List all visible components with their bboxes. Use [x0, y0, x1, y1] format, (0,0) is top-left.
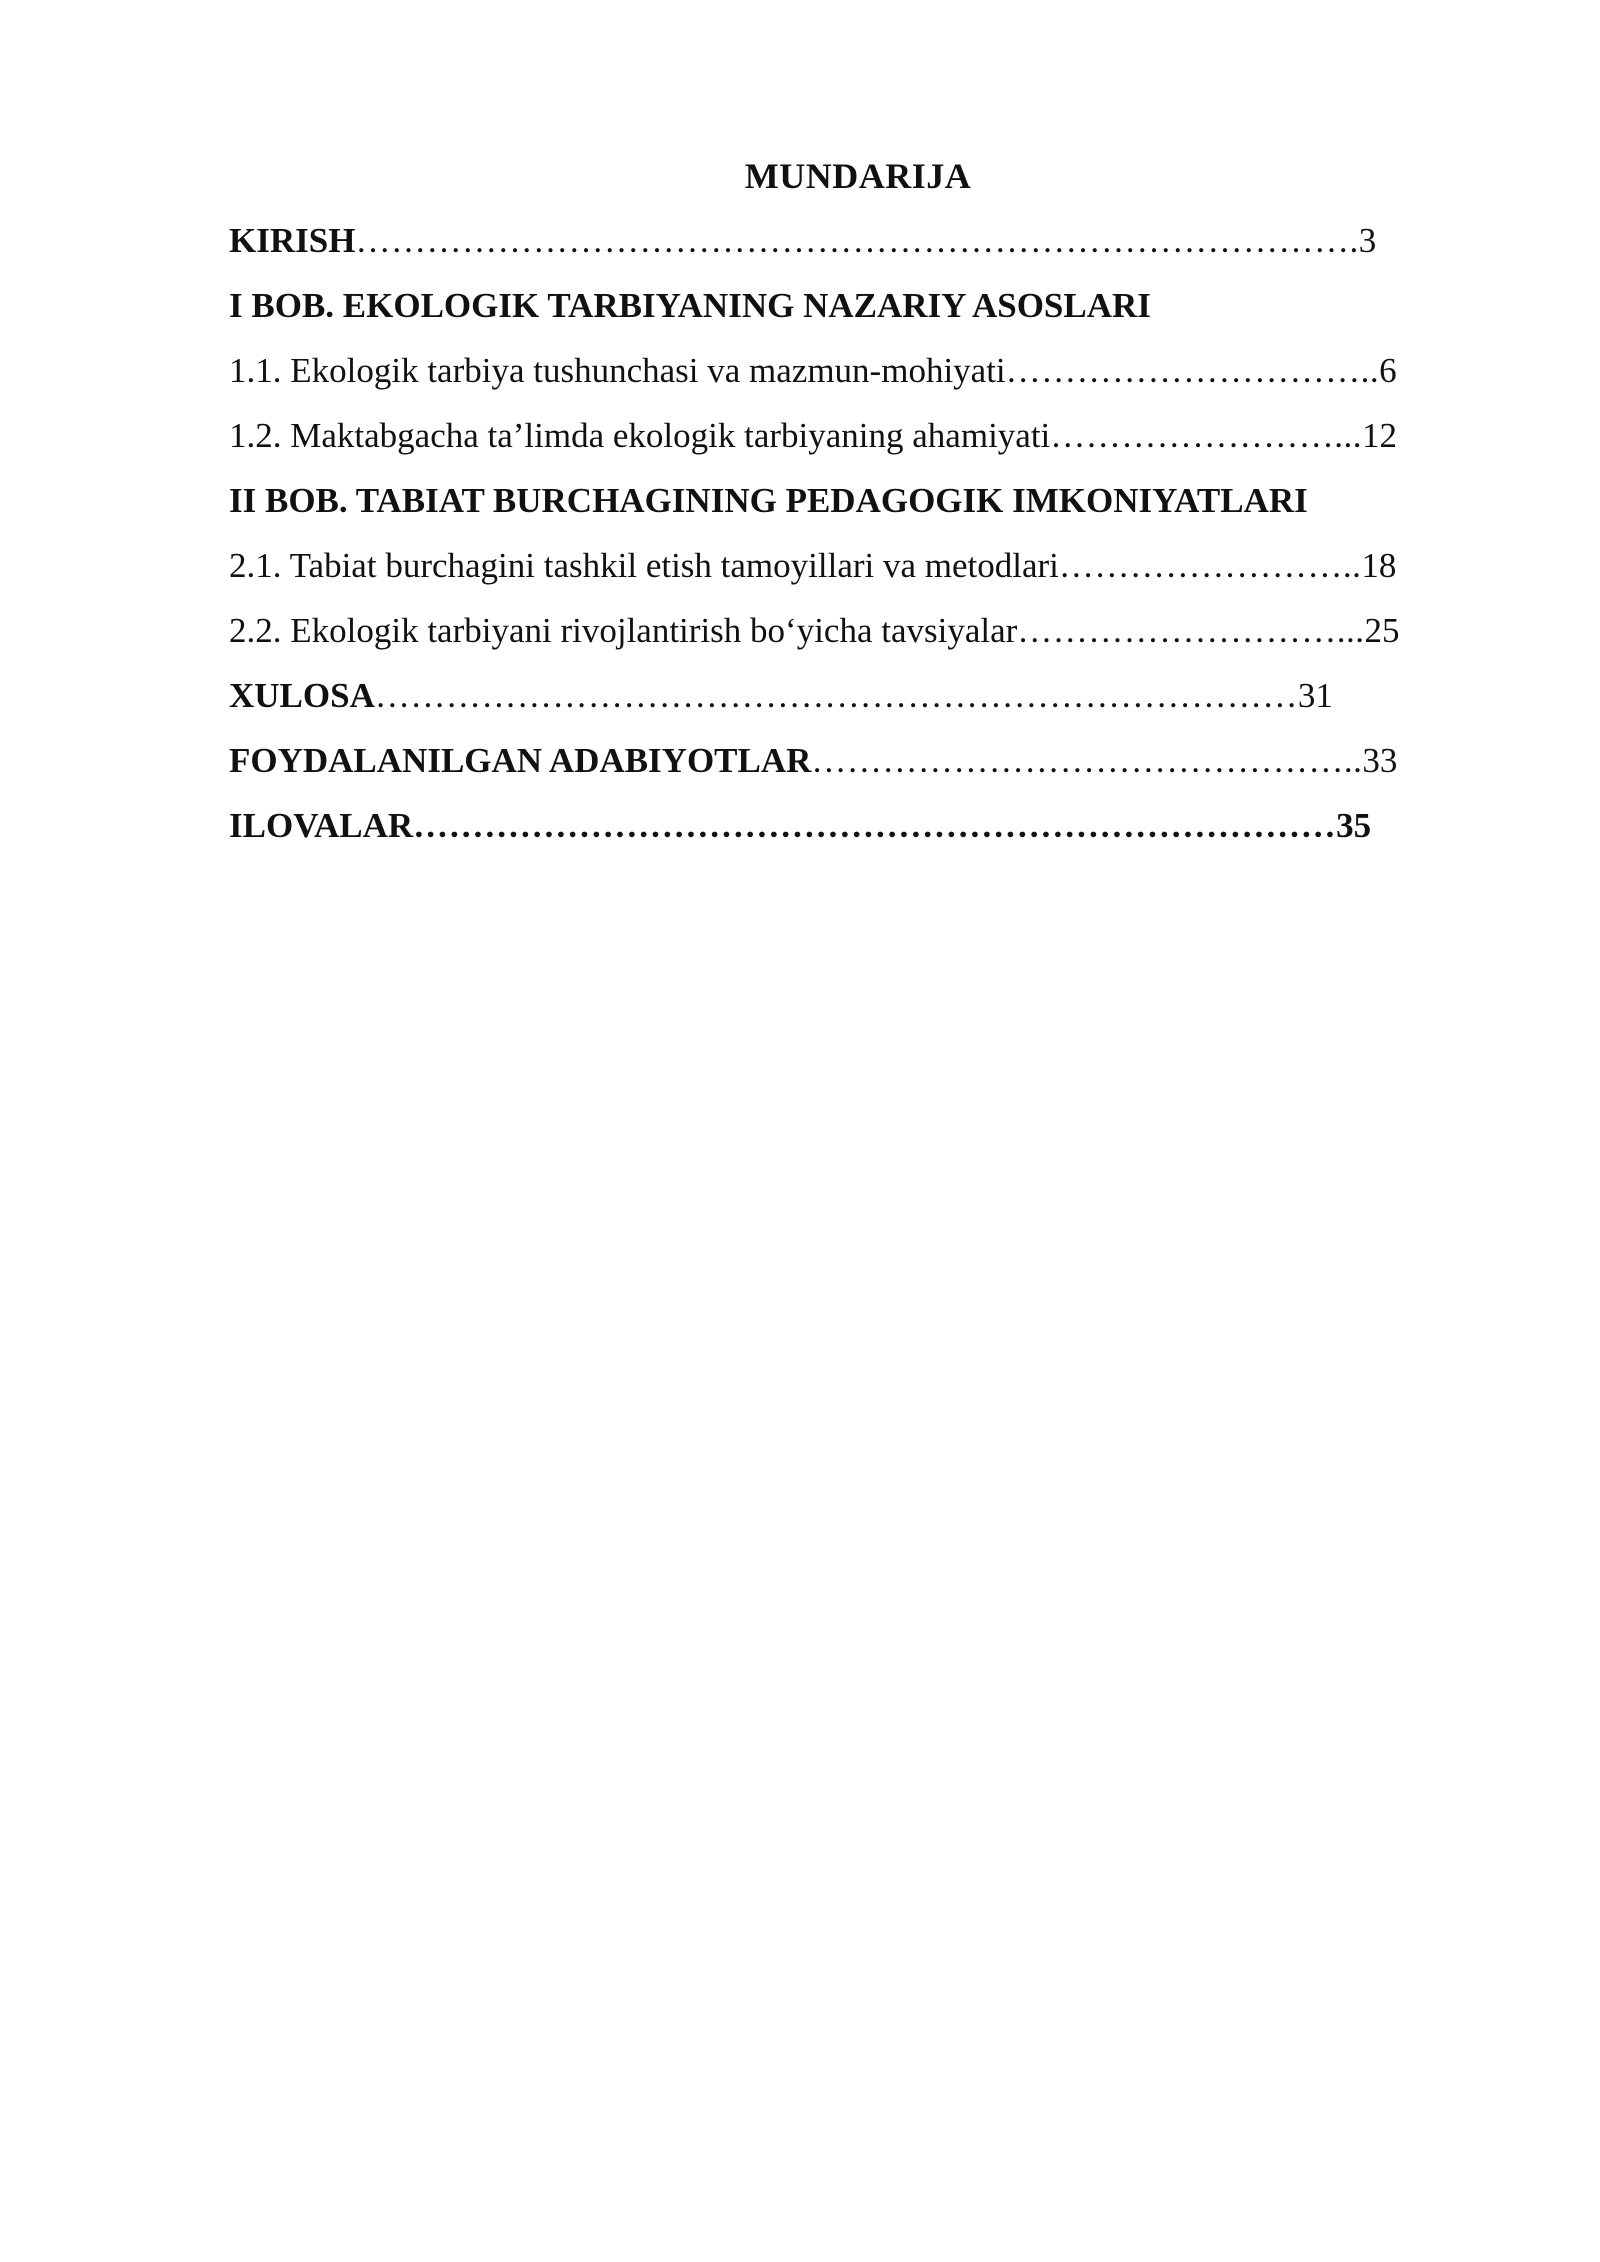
- table-of-contents: [229, 216, 1489, 866]
- toc-entry-label: XULOSA: [229, 676, 375, 715]
- toc-dot-leader: ……………………………………………………………………: [413, 806, 1337, 845]
- toc-page-number: 3: [1358, 221, 1377, 260]
- toc-page-number: 6: [1379, 351, 1397, 390]
- toc-page-number: 31: [1297, 676, 1333, 715]
- toc-entry-1-2: [229, 411, 1489, 476]
- toc-entry-label: 1.1. Ekologik tarbiya tushunchasi va mazmun-mohiyati: [229, 351, 1006, 390]
- toc-entry-chapter-2: [229, 476, 1489, 541]
- toc-dot-leader: ……………………...: [1050, 416, 1363, 455]
- toc-entry-kirish: [229, 216, 1489, 281]
- toc-entry-label: I BOB. EKOLOGIK TARBIYANING NAZARIY ASOSLARI: [229, 286, 1151, 325]
- toc-entry-label: 1.2. Maktabgacha ta’limda ekologik tarbiyaning ahamiyati: [229, 416, 1051, 455]
- toc-dot-leader: ……………………..: [1058, 546, 1362, 585]
- toc-entry-label: II BOB. TABIAT BURCHAGINING PEDAGOGIK IMKONIYATLARI: [229, 481, 1308, 520]
- toc-entry-chapter-1: [229, 281, 1489, 346]
- toc-entry-label: 2.1. Tabiat burchagini tashkil etish tamoyillari va metodlari: [229, 546, 1059, 585]
- toc-page-number: 12: [1362, 416, 1398, 455]
- toc-entry-label: FOYDALANILGAN ADABIYOTLAR: [229, 741, 812, 780]
- toc-entry-adabiyotlar: [229, 736, 1489, 801]
- toc-page-number: 18: [1361, 546, 1397, 585]
- toc-dot-leader: ………………………………………………………………………….: [355, 221, 1359, 260]
- toc-dot-leader: …………………………..: [1005, 351, 1380, 390]
- toc-entry-1-1: [229, 346, 1489, 411]
- toc-title: MUNDARIJA: [744, 156, 972, 196]
- toc-page-number: 35: [1336, 806, 1372, 845]
- toc-entry-xulosa: [229, 671, 1489, 736]
- toc-entry-2-1: [229, 541, 1489, 606]
- toc-entry-ilovalar: [229, 801, 1489, 866]
- toc-dot-leader: ………………………………………..: [811, 741, 1363, 780]
- toc-entry-2-2: [229, 606, 1489, 671]
- toc-page-number: 33: [1362, 741, 1398, 780]
- toc-entry-label: KIRISH: [229, 221, 356, 260]
- toc-dot-leader: ……………………………………………………………………: [374, 676, 1298, 715]
- toc-entry-label: 2.2. Ekologik tarbiyani rivojlantirish bo‘yicha tavsiyalar: [229, 611, 1018, 650]
- toc-entry-label: ILOVALAR: [229, 806, 414, 845]
- toc-dot-leader: ………………………...: [1017, 611, 1365, 650]
- toc-page-number: 25: [1364, 611, 1400, 650]
